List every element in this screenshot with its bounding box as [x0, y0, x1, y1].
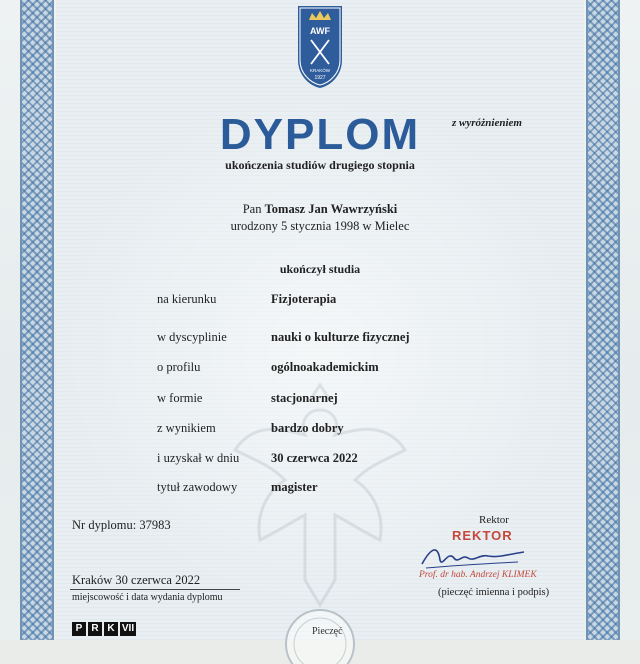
field-label: tytuł zawodowy	[157, 480, 238, 494]
prk-letter: P	[72, 622, 86, 636]
prk-level-badge	[72, 622, 136, 636]
field-label: o profilu	[157, 360, 201, 374]
rektor-caption: Rektor	[479, 514, 509, 526]
diploma-title: DYPLOM	[219, 110, 421, 159]
awf-emblem-icon	[294, 2, 346, 90]
field-value: ogólnoakademickim	[271, 360, 379, 374]
emblem-top-text: AWF	[310, 26, 330, 36]
field-label: z wynikiem	[157, 421, 216, 435]
field-label: w formie	[157, 391, 203, 405]
diploma-subtitle: ukończenia studiów drugiego stopnia	[225, 158, 415, 172]
field-value: Fizjoterapia	[271, 292, 337, 306]
prk-letter: R	[88, 622, 102, 636]
completed-studies-heading: ukończył studia	[279, 262, 361, 276]
rektor-seal-note: (pieczęć imienna i podpis)	[438, 587, 550, 598]
issue-caption: miejscowość i data wydania dyplomu	[72, 592, 223, 603]
rektor-signature-icon	[418, 540, 528, 572]
recipient-name: Tomasz Jan Wawrzyński	[264, 202, 398, 216]
recipient-prefix: Pan	[242, 202, 262, 216]
birth-info: urodzony 5 stycznia 1998 w Mielec	[230, 219, 410, 233]
field-label: w dyscyplinie	[157, 330, 227, 344]
eagle-watermark-icon	[225, 380, 415, 610]
field-label: i uzyskał w dniu	[157, 451, 240, 465]
prk-level: VII	[121, 623, 135, 634]
honors-note: z wyróżnieniem	[452, 117, 522, 129]
left-ornamental-border	[20, 0, 54, 640]
field-value: 30 czerwca 2022	[271, 451, 358, 465]
recipient-line	[0, 202, 640, 217]
emblem-year: 1927	[314, 75, 326, 81]
issue-divider	[70, 589, 240, 590]
field-value: stacjonarnej	[271, 391, 338, 405]
emblem-bottom-text: KRAKÓW	[309, 68, 331, 73]
rektor-stamp: REKTOR	[452, 528, 513, 543]
diploma-number: Nr dyplomu: 37983	[72, 518, 171, 532]
rektor-name: Prof. dr hab. Andrzej KLIMEK	[419, 570, 537, 580]
seal-label: Pieczęć	[312, 626, 343, 637]
right-ornamental-border	[586, 0, 620, 640]
prk-letter: K	[104, 622, 118, 636]
field-value: bardzo dobry	[271, 421, 344, 435]
field-label: na kierunku	[157, 292, 217, 306]
issue-place-date: Kraków 30 czerwca 2022	[72, 573, 201, 587]
field-value: nauki o kulturze fizycznej	[271, 330, 410, 344]
field-value: magister	[271, 480, 318, 494]
